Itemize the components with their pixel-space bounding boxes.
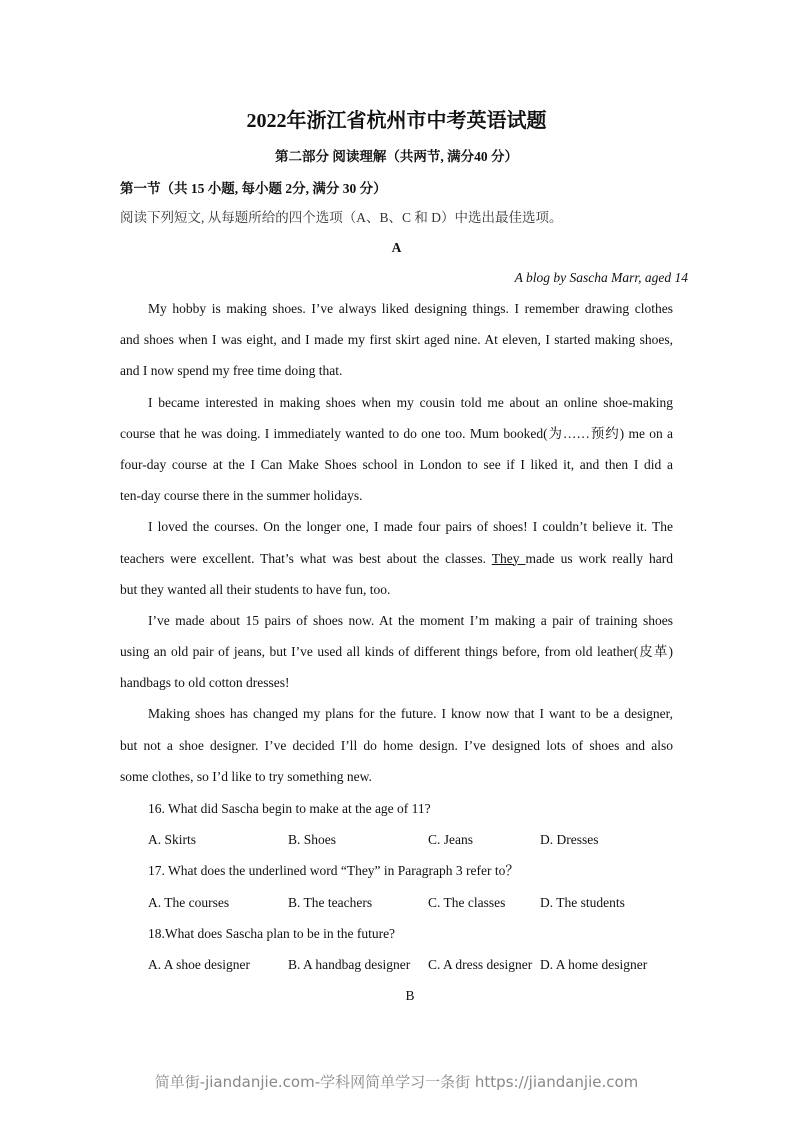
question-16: [148, 800, 688, 862]
option-a: A. The courses: [148, 894, 230, 910]
question-stem: 17. What does the underlined word “They” in Paragraph 3 refer to？: [148, 863, 519, 879]
text-line: Making shoes has changed my plans for the future. I know now that I want to be a designer,: [148, 706, 673, 722]
option-a: A. Skirts: [148, 832, 197, 848]
text-line: My hobby is making shoes. I’ve always liked designing things. I remember drawing clothes: [148, 301, 673, 316]
paragraph: [120, 300, 673, 394]
text-line: and I now spend my free time doing that.: [120, 363, 343, 379]
option-c: C. The classes: [428, 894, 506, 910]
question-17: [148, 862, 688, 924]
text-line: but they wanted all their students to have fun, too.: [120, 581, 391, 597]
page-title: 2022年浙江省杭州市中考英语试题: [246, 110, 547, 132]
text-segment: teachers were excellent. That’s what was best about the classes.: [120, 550, 492, 566]
text-line: some clothes, so I’d like to try something new.: [120, 768, 372, 784]
paragraph: [120, 705, 673, 799]
question-stem: 16. What did Sascha begin to make at the age of 11?: [148, 801, 431, 816]
byline: A blog by Sascha Marr, aged 14: [514, 270, 688, 285]
question-18: [148, 925, 688, 987]
paragraph: [120, 612, 673, 706]
text-line: using an old pair of jeans, but I’ve used all kinds of different things before, from old leather(皮革): [120, 644, 673, 660]
text-line: I loved the courses. On the longer one, I made four pairs of shoes! I couldn’t believe it. The: [148, 519, 673, 535]
text-line: four-day course at the I Can Make Shoes school in London to see if I liked it, and then I did a: [120, 456, 673, 472]
option-b: B. A handbag designer: [288, 956, 411, 972]
option-b: B. Shoes: [288, 832, 337, 848]
footer-watermark: 简单街-jiandanjie.com-学科网简单学习一条街 https://jiandanjie.com: [154, 1073, 639, 1091]
section-heading: 第一节（共 15 小题, 每小题 2分, 满分 30 分）: [120, 181, 387, 196]
text-line: and shoes when I was eight, and I made my first skirt aged nine. At eleven, I started making shoes,: [120, 332, 673, 348]
option-d: D. A home designer: [540, 956, 648, 972]
options: [148, 956, 688, 987]
passage-a: [120, 300, 673, 799]
text-line: course that he was doing. I immediately wanted to do one too. Mum booked(为……预约) me on a: [120, 425, 673, 441]
option-c: C. Jeans: [428, 832, 473, 848]
paragraph: [120, 394, 673, 519]
passage-label: A: [391, 240, 402, 255]
part-heading: 第二部分 阅读理解（共两节, 满分40 分）: [275, 149, 518, 164]
options: [148, 831, 688, 862]
option-c: C. A dress designer: [428, 956, 533, 972]
option-a: A. A shoe designer: [148, 956, 250, 972]
options: [148, 894, 688, 925]
option-d: D. The students: [540, 894, 625, 910]
question-stem: 18.What does Sascha plan to be in the future?: [148, 925, 396, 941]
text-line: handbags to old cotton dresses!: [120, 675, 290, 691]
text-line: [120, 550, 673, 581]
text-line: but not a shoe designer. I’ve decided I’ll do home design. I’ve designed lots of shoes and also: [120, 737, 673, 753]
instructions: 阅读下列短文, 从每题所给的四个选项（A、B、C 和 D）中选出最佳选项。: [120, 210, 563, 225]
text-line: I became interested in making shoes when my cousin told me about an online shoe-making: [148, 394, 673, 410]
option-b: B. The teachers: [288, 894, 373, 910]
text-line: ten-day course there in the summer holidays.: [120, 488, 363, 504]
text-line: I’ve made about 15 pairs of shoes now. At the moment I’m making a pair of training shoes: [148, 612, 673, 628]
option-d: D. Dresses: [540, 832, 599, 848]
paragraph: [120, 518, 673, 612]
questions: [148, 800, 688, 987]
text-segment: made us work really hard: [525, 550, 673, 566]
underlined-word: They: [491, 550, 526, 566]
passage-label-b: B: [405, 988, 415, 1003]
